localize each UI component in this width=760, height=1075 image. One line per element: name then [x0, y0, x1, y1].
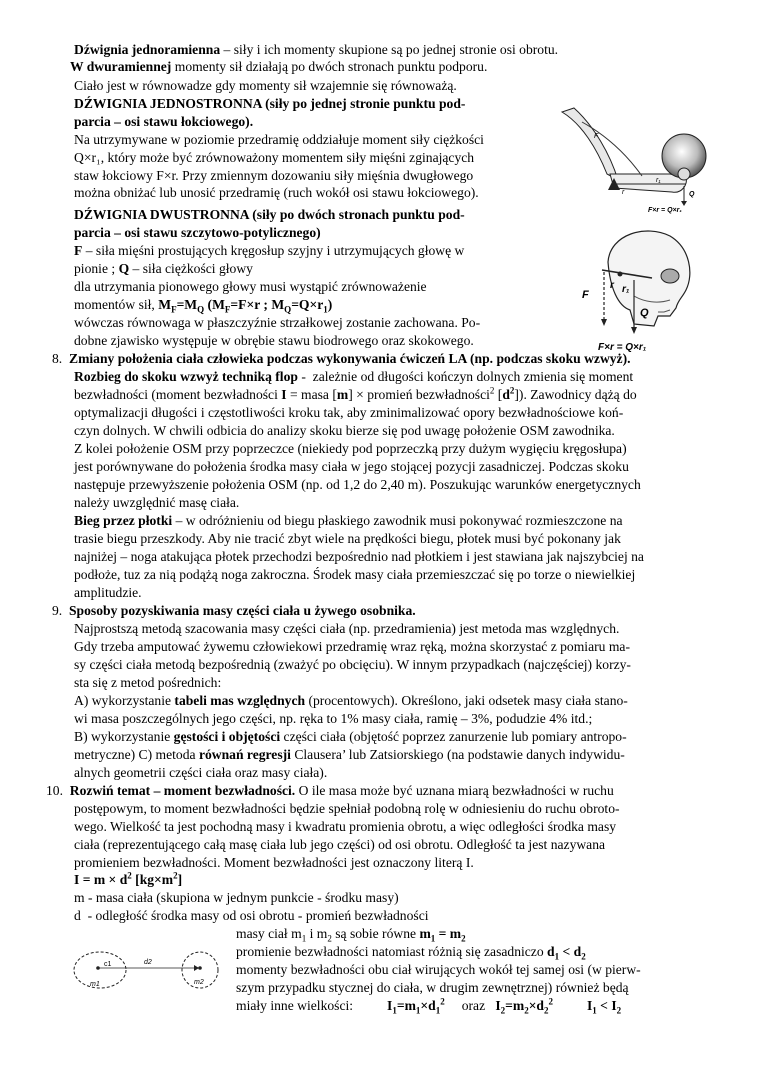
text-line: [74, 494, 760, 511]
text-line: [74, 800, 760, 817]
text-run: DŹWIGNIA DWUSTRONNA (siły po dwóch stronach punktu pod-: [74, 207, 465, 222]
text-line: [74, 440, 760, 457]
text-line: [74, 656, 760, 673]
text-run: =m: [396, 998, 416, 1013]
text-run: – siły i ich momenty skupione są po jednej stronie osi obrotu.: [220, 42, 559, 57]
text-run: masy ciał m: [236, 926, 302, 941]
text-run: – w odróżnieniu od biegu płaskiego zawodnik musi pokonywać rozmieszczone na: [172, 513, 623, 528]
label-m2: m2: [194, 979, 204, 986]
label-c1: c1: [104, 961, 112, 968]
text-run: Najprostszą metodą szacowania masy części ciała (np. przedramienia) jest metoda mas względnych.: [74, 621, 620, 636]
text-line: [74, 368, 760, 385]
text-run: szym przypadku stycznej do ciała, w drugim zewnętrznej) również będą: [236, 980, 629, 995]
text-run: bezwładności (moment bezwładności: [74, 387, 282, 402]
text-run: 1: [435, 1005, 441, 1016]
text-line: [74, 77, 760, 94]
text-run: Q: [284, 304, 292, 315]
text-run: najniżej – noga atakująca płotek przechodzi bezpośrednio nad płotkiem i jest stawiana jak najszybciej na: [74, 549, 644, 564]
head-caption: F×r = Q×r₁: [598, 342, 647, 353]
text-run: jest porównywane do położenia środka masy ciała w jego stojącej pozycji zasadniczej. Podczas skoku: [74, 459, 629, 474]
text-run: momentów sił,: [74, 297, 159, 312]
text-run: optymalizacji długości i częstotliwości kroku tak, aby zminimalizować opory bezwładnościowe koń-: [74, 405, 624, 420]
text-run: wówczas równowaga w płaszczyźnie strzałkowej zostanie zachowana. Po-: [74, 315, 481, 330]
text-run: metryczne) C) metoda: [74, 747, 199, 762]
text-line: [74, 620, 760, 637]
text-line: [74, 746, 760, 763]
text-run: momenty sił działają po dwóch stronach punktu podporu.: [171, 59, 488, 74]
text-run: trasie biegu przeszkody. Aby nie tracić zbyt wiele na prędkości biegu, płotek musi być pokonany jak: [74, 531, 621, 546]
text-run: F: [224, 304, 231, 315]
text-run: < I: [596, 998, 617, 1013]
text-run: =Q×r: [291, 297, 324, 312]
hand-shape: [678, 168, 690, 180]
text-run: O ile masa może być uznana miarą bezwładności w ruchu: [295, 783, 614, 798]
text-run: 2: [173, 870, 178, 881]
text-run: – siła mięśni prostujących kręgosłup szyjny i utrzymujących głowę w: [82, 243, 465, 258]
text-line: [74, 422, 760, 439]
text-run: parcia – osi stawu szczytowo-potylicznego): [74, 225, 321, 240]
text-run: < d: [559, 944, 582, 959]
text-line: [74, 854, 760, 871]
text-run: ]). Zawodnicy dążą do: [514, 387, 637, 402]
text-line: [74, 692, 760, 709]
text-run: Rozwiń temat – moment bezwładności.: [69, 783, 296, 798]
text-run: Bieg przez płotki: [74, 513, 173, 528]
text-run: - zależnie od długości kończyn dolnych zmienia się moment: [297, 369, 634, 384]
head-label-q: Q: [640, 307, 649, 319]
text-line: [74, 818, 760, 835]
text-run: wego. Wielkość ta jest pochodną masy i kwadratu promienia obrotu, a więc odległości środka masy: [74, 819, 617, 834]
text-run: ] × promień bezwładności: [348, 387, 490, 402]
text-line: [236, 979, 760, 996]
text-line: [236, 997, 760, 1014]
text-line: [74, 584, 760, 601]
text-run: Sposoby pozyskiwania masy części ciała u żywego osobnika.: [69, 603, 416, 618]
text-line: [74, 871, 760, 888]
text-run: wi masa poszczególnych jego części, np. ręka to 1% masy ciała, ramię – 3%, podudzie 4% itd.;: [74, 711, 593, 726]
text-line: [236, 943, 760, 960]
text-line: [74, 728, 760, 745]
head-label-r: r: [610, 280, 614, 291]
text-run: I: [586, 998, 593, 1013]
label-d2: d2: [144, 959, 152, 966]
text-run: [: [494, 387, 503, 402]
text-run: Zmiany położenia ciała człowieka podczas wykonywania ćwiczeń LA (np. podczas skoku wzwyż).: [69, 351, 631, 366]
text-run: 8.: [52, 351, 69, 366]
text-line: [74, 458, 760, 475]
text-line: [46, 782, 760, 799]
text-run: m: [419, 926, 431, 941]
mass-1-circle: [74, 952, 126, 988]
text-line: [74, 530, 760, 547]
text-run: 2: [489, 385, 495, 396]
text-run: 10.: [46, 783, 70, 798]
text-run: dobne zjawisko występuje w obrębie stawu biodrowego oraz skokowego.: [74, 333, 474, 348]
text-run: Q: [118, 261, 130, 276]
text-run: m - masa ciała (skupiona w jednym punkcie - środku masy): [74, 890, 399, 905]
text-run: 1: [554, 951, 560, 962]
text-run: =M: [176, 297, 198, 312]
text-run: 9.: [52, 603, 69, 618]
arm-label-r1: r₁: [656, 177, 661, 184]
text-run: [553, 998, 587, 1013]
text-run: 2: [127, 870, 132, 881]
text-line: [74, 512, 760, 529]
text-line: [74, 674, 760, 691]
text-run: równań regresji: [198, 747, 291, 762]
text-run: Ciało jest w równowadze gdy momenty sił wzajemnie się równoważą.: [74, 78, 457, 93]
text-run: M: [158, 297, 172, 312]
text-run: 1: [592, 1005, 597, 1016]
text-run: d: [502, 387, 510, 402]
text-run: (M: [204, 297, 225, 312]
text-run: Rozbieg do skoku wzwyż techniką flop: [74, 369, 298, 384]
head-fulcrum: [618, 272, 623, 277]
text-run: 2: [509, 385, 515, 396]
text-run: = m: [435, 926, 462, 941]
text-line: [74, 710, 760, 727]
text-run: I: [495, 998, 501, 1013]
text-run: – siła ciężkości głowy: [129, 261, 253, 276]
head-lever-figure: [574, 226, 700, 356]
text-run: ): [327, 297, 333, 312]
eye-socket: [661, 269, 679, 283]
arm-label-q: Q: [689, 191, 695, 198]
text-line: [74, 889, 760, 906]
text-line: [74, 907, 760, 924]
text-run: 2: [440, 996, 445, 1007]
text-run: Dźwignia jednoramienna: [74, 42, 221, 57]
text-run: F: [74, 243, 83, 258]
text-run: =m: [505, 998, 525, 1013]
text-run: części ciała (objętość poprzez zanurzenie lub pomiary antropo-: [280, 729, 627, 744]
forearm-lever-figure: [552, 104, 712, 216]
text-run: Q: [197, 304, 205, 315]
text-run: F: [171, 304, 177, 315]
text-run: ]: [177, 872, 183, 887]
text-line: [236, 961, 760, 978]
text-run: Na utrzymywane w poziomie przedramię oddziałuje moment siły ciężkości: [74, 132, 484, 147]
text-run: 1: [430, 933, 436, 944]
text-run: są sobie równe: [331, 926, 420, 941]
text-run: Q×r₁, który może być zrównoważony momentem siły mięśni zginających: [74, 150, 475, 165]
text-run: pionie ;: [74, 261, 119, 276]
text-line: [74, 566, 760, 583]
text-run: momenty bezwładności obu ciał wirujących wokół tej samej osi (w pierw-: [236, 962, 641, 977]
text-run: d: [547, 944, 555, 959]
text-run: parcia – osi stawu łokciowego).: [74, 114, 254, 129]
text-run: m: [336, 387, 349, 402]
text-run: należy uwzględnić masę ciała.: [74, 495, 240, 510]
text-line: [74, 41, 760, 58]
text-run: Z kolei położenie OSM przy poprzeczce (niekiedy pod poprzeczką przy dużym wygięciu kręgosłupa): [74, 441, 627, 456]
text-run: gęstości i objętości: [173, 729, 281, 744]
text-run: = masa [: [286, 387, 337, 402]
text-run: 2: [544, 1005, 549, 1016]
text-run: sta się z metod pośrednich:: [74, 675, 222, 690]
text-run: Clausera’ lub Zatsiorskiego (na podstawie danych indywidu-: [290, 747, 625, 762]
text-line: [74, 764, 760, 781]
text-run: dla utrzymania pionowego głowy musi wystąpić zrównoważenie: [74, 279, 427, 294]
text-run: (procentowych). Określono, jaki odsetek masy ciała stano-: [305, 693, 628, 708]
text-run: DŹWIGNIA JEDNOSTRONNA (siły po jednej stronie punktu pod-: [74, 96, 466, 111]
text-run: 1: [301, 933, 307, 944]
text-run: alnych geometrii części ciała oraz masy ciała).: [74, 765, 328, 780]
text-run: ×d: [528, 998, 544, 1013]
text-run: ciała (reprezentującego całą masę ciała lub jego części) od osi obrotu. Odległość ta jest nazywana: [74, 837, 606, 852]
text-line: [74, 548, 760, 565]
text-run: A) wykorzystanie: [74, 693, 175, 708]
text-run: B) wykorzystanie: [74, 729, 174, 744]
text-run: miały inne wielkości:: [236, 998, 388, 1013]
text-run: oraz: [444, 998, 496, 1013]
text-run: amplitudzie.: [74, 585, 142, 600]
text-run: czyn dolnych. W chwili odbicia do analizy skoku bierze się pod uwagę położenie OSM zawodnika.: [74, 423, 615, 438]
text-run: W dwuramiennej: [70, 59, 172, 74]
label-m1: m1: [90, 981, 100, 988]
text-run: 2: [548, 996, 553, 1007]
text-line: [74, 386, 760, 403]
text-run: I: [281, 387, 287, 402]
text-run: 2: [327, 933, 332, 944]
text-run: ×d: [420, 998, 436, 1013]
text-line: [236, 925, 760, 942]
text-run: 2: [500, 1005, 506, 1016]
text-line: [74, 638, 760, 655]
text-run: d - odległość środka masy od osi obrotu - promień bezwładności: [74, 908, 429, 923]
text-run: i m: [306, 926, 328, 941]
text-run: 1: [392, 1005, 397, 1016]
text-run: I: [387, 998, 393, 1013]
text-run: postępowym, to moment bezwładności będzie spełniał podobną rolę w odniesieniu do ruchu obroto-: [74, 801, 620, 816]
head-label-r1: r₁: [622, 284, 630, 295]
text-run: 2: [524, 1005, 529, 1016]
arm-caption: F×r = Q×r₁: [648, 207, 682, 214]
text-run: 2: [616, 1005, 622, 1016]
text-run: można obniżać lub unosić przedramię (ruch wokół osi stawu łokciowego).: [74, 185, 479, 200]
arm-label-r: r: [622, 189, 625, 196]
text-run: tabeli mas względnych: [174, 693, 306, 708]
text-run: [kg×m: [131, 872, 174, 887]
text-run: I = m × d: [74, 872, 128, 887]
upper-arm-shape: [562, 108, 618, 180]
text-run: staw łokciowy F×r. Przy zmiennym dozowaniu siły mięśnia dwugłowego: [74, 168, 474, 183]
text-run: 2: [461, 933, 466, 944]
text-run: sy części ciała metodą bezpośrednią (zważyć po obcięciu). W innym przypadkach (najczęściej) korzy-: [74, 657, 631, 672]
text-run: 2: [581, 951, 586, 962]
two-masses-figure: [70, 944, 230, 996]
text-run: promienie bezwładności natomiast różnią się zasadniczo: [236, 944, 548, 959]
text-line: [74, 476, 760, 493]
text-run: następuje przewyższenie położenia OSM (np. od 1,2 do 2,40 m). Poszukując warunków energetycznych: [74, 477, 641, 492]
head-label-f: F: [582, 289, 589, 301]
text-line: [74, 404, 760, 421]
text-line: [70, 58, 760, 75]
arm-label-f: F: [594, 133, 599, 140]
text-run: =F×r ; M: [230, 297, 285, 312]
text-run: promieniem bezwładności. Moment bezwładności jest oznaczony literą I.: [74, 855, 474, 870]
text-run: 1: [415, 1005, 421, 1016]
text-run: podłoże, tuz za nią podążą noga zakroczna. Środek masy ciała przemieszczać się po torze o niewielkiej: [74, 567, 636, 582]
text-run: 1: [323, 304, 328, 315]
text-run: Gdy trzeba amputować żywemu człowiekowi przedramię wraz ręką, można skorzystać z pomiaru ma-: [74, 639, 630, 654]
text-line: [52, 602, 760, 619]
text-line: [74, 836, 760, 853]
